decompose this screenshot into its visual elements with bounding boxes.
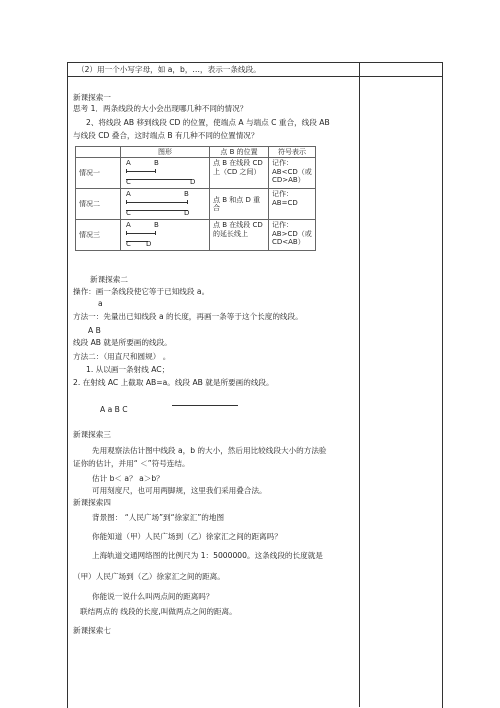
question-2-line1: 2、将线段 AB 移到线段 CD 的位置，使端点 A 与端点 C 重合，线段 AB — [86, 118, 330, 127]
segment-ab — [126, 171, 156, 172]
section-title-1: 新课探索一 — [73, 93, 111, 102]
tick-mark — [187, 200, 188, 204]
step-two: 2. 在射线 AC 上截取 AB=a。线段 AB 就是所要画的线段。 — [73, 378, 274, 387]
point-label: D — [146, 240, 152, 249]
symbol-text: 记作： — [272, 190, 293, 199]
segment-cd — [126, 210, 188, 211]
section-title-2: 新课探索二 — [90, 275, 128, 284]
figure-cell — [121, 189, 210, 220]
tick-mark — [126, 231, 127, 235]
case-label: 情况三 — [76, 220, 121, 251]
point-label: C — [126, 209, 131, 218]
question-1: 思考 1．两条线段的大小会出现哪几种不同的情况？ — [73, 104, 248, 113]
point-label: B — [154, 221, 159, 230]
column-divider — [359, 62, 360, 707]
symbol-text: CD>AB） — [272, 176, 305, 185]
segment-ab — [126, 202, 188, 203]
question-definition: 你能说一说什么叫两点间的距离吗？ — [92, 592, 214, 601]
table-header-row — [76, 147, 316, 158]
distance-text: （甲）人民广场到（乙）徐家汇之间的距离。 — [73, 572, 225, 581]
point-label: A — [126, 221, 131, 230]
table-row — [76, 189, 316, 220]
position-cell — [210, 220, 269, 251]
method-two: 方法二：（用直尺和圆规） 。 — [73, 352, 171, 361]
position-text: 点 B 和点 D 重合 — [213, 196, 261, 213]
point-label: D — [184, 209, 190, 218]
paragraph-line1: 先用观察法估计图中线段 a，b 的大小，然后用比较线段大小的方法验 — [92, 446, 327, 455]
position-table — [75, 146, 316, 251]
section-title-7: 新课探索七 — [73, 626, 111, 635]
section-title-3: 新课探索三 — [73, 430, 111, 439]
row-divider — [67, 76, 442, 77]
figure-cell — [121, 158, 210, 189]
case-label: 情况二 — [76, 189, 121, 220]
table-row — [76, 158, 316, 189]
step-one: 1. 从以画一条射线 AC； — [86, 365, 170, 374]
symbol-cell — [269, 158, 316, 189]
symbol-text: AB>CD（或 — [272, 229, 312, 238]
ab-labels: A B — [88, 326, 101, 335]
case-label: 情况一 — [76, 158, 121, 189]
line-labels: A a B C — [100, 405, 128, 414]
ruler-text: 可用刻度尺，也可用两脚规，这里我们采用叠合法。 — [92, 486, 267, 495]
table-header-cell: 点 B 的位置 — [210, 147, 269, 158]
symbol-text: 记作： — [272, 221, 293, 230]
symbol-cell — [269, 220, 316, 251]
position-text: 点 B 在线段 CD — [213, 221, 263, 230]
segment-figure — [124, 190, 206, 218]
tick-mark — [155, 169, 156, 173]
definition-answer: 联结两点的 线段的长度,叫做两点之间的距离。 — [80, 607, 237, 616]
symbol-text: AB<CD（或 — [272, 167, 312, 176]
point-label: B — [154, 159, 159, 168]
question-2-line2: 与线段 CD 叠合，这时端点 B 有几种不同的位置情况？ — [73, 131, 259, 140]
background-text: 背景图： “人民广场”到“徐家汇”的地图 — [92, 513, 225, 522]
point-label: C — [126, 178, 131, 187]
method-one: 方法一：先量出已知线段 a 的长度，再画一条等于这个长度的线段。 — [73, 312, 303, 321]
section-title-4: 新课探索四 — [73, 498, 111, 507]
point-label: A — [126, 159, 131, 168]
figure-cell — [121, 220, 210, 251]
point-label: B — [184, 190, 189, 199]
point-label: D — [190, 178, 196, 187]
symbol-text: CD<AB） — [272, 238, 305, 247]
ray-line — [172, 405, 238, 406]
position-text: 的延长线上 — [213, 229, 248, 238]
table-header-cell — [76, 147, 121, 158]
tick-mark — [155, 231, 156, 235]
segment-ab — [126, 233, 156, 234]
point-label: C — [126, 240, 131, 249]
question-distance: 你能知道（甲）人民广场到（乙）徐家汇之间的距离吗？ — [92, 532, 282, 541]
position-text: 点 B 在线段 CD — [213, 159, 263, 168]
segment-figure — [124, 159, 206, 187]
operation-text: 操作：画一条线段使它等于已知线段 a。 — [73, 287, 210, 296]
ab-result: 线段 AB 就是所要画的线段。 — [73, 338, 172, 347]
position-cell — [210, 158, 269, 189]
position-text: 上（CD 之间） — [213, 167, 261, 176]
table-header-cell: 图形 — [121, 147, 210, 158]
table-row — [76, 220, 316, 251]
intro-line: （2）用一个小写字母，如 a，b，…，表示一条线段。 — [77, 65, 261, 74]
segment-figure — [124, 221, 206, 249]
scale-text: 上海轨道交通网络图的比例尺为 1：5000000。这条线段的长度就是 — [92, 551, 323, 560]
symbol-text: AB=CD — [272, 198, 298, 207]
tick-mark — [126, 169, 127, 173]
tick-mark — [126, 200, 127, 204]
symbol-text: 记作： — [272, 159, 293, 168]
symbol-cell — [269, 189, 316, 220]
table-header-cell: 符号表示 — [269, 147, 316, 158]
position-cell — [210, 189, 269, 220]
paragraph-line2: 证你的估计，并用“ ＜”符号连结。 — [73, 459, 190, 468]
a-label: a — [98, 299, 103, 308]
point-label: A — [126, 190, 131, 199]
estimate-text: 估计 b＜ a？ a＞b？ — [92, 474, 164, 483]
segment-cd — [126, 179, 192, 180]
